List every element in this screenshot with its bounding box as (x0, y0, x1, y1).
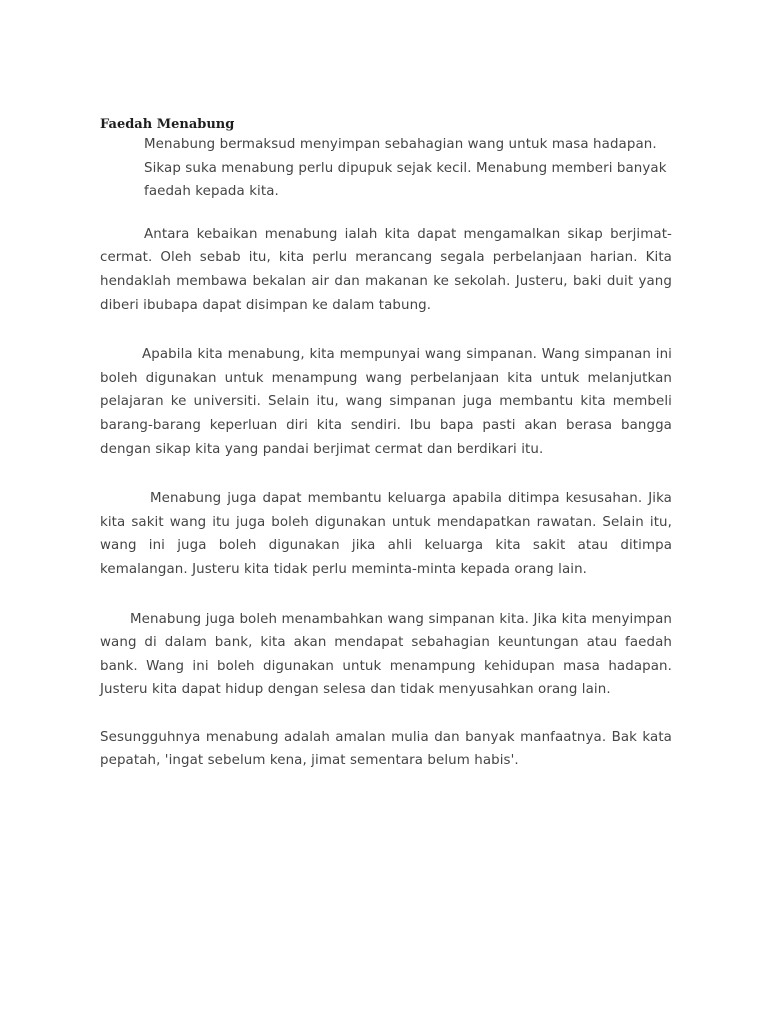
essay-paragraph-3: Apabila kita menabung, kita mempunyai wang simpanan. Wang simpanan ini boleh digunakan untuk menampung wang perbelanjaan kita untuk melanjutkan pelajaran ke universiti. Selain itu, wang simpanan juga membantu kita membeli barang-barang keperluan diri kita sendiri. Ibu bapa pasti akan berasa bangga dengan sikap kita yang pandai berjimat cermat dan berdikari itu. (100, 347, 672, 457)
essay-paragraph-6: Sesungguhnya menabung adalah amalan mulia dan banyak manfaatnya. Bak kata pepatah, 'ingat sebelum kena, jimat sementara belum habis'. (100, 729, 672, 769)
essay-body (100, 116, 672, 773)
essay-paragraph-5: Menabung juga boleh menambahkan wang simpanan kita. Jika kita menyimpan wang di dalam bank, kita akan mendapat sebahagian keuntungan atau faedah bank. Wang ini boleh digunakan untuk menampung kehidupan masa hadapan. Justeru kita dapat hidup dengan selesa dan tidak menyusahkan orang lain. (100, 611, 672, 698)
essay-paragraph-2: Antara kebaikan menabung ialah kita dapat mengamalkan sikap berjimat-cermat. Oleh sebab itu, kita perlu merancang segala perbelanjaan harian. Kita hendaklah membawa bekalan air dan makanan ke sekolah. Justeru, baki duit yang diberi ibubapa dapat disimpan ke dalam tabung. (100, 226, 672, 313)
essay-paragraph-4: Menabung juga dapat membantu keluarga apabila ditimpa kesusahan. Jika kita sakit wang itu juga boleh digunakan untuk mendapatkan rawatan. Selain itu, wang ini juga boleh digunakan jika ahli keluarga kita sakit atau ditimpa kemalangan. Justeru kita tidak perlu meminta-minta kepada orang lain. (100, 491, 672, 577)
essay-paragraph-1: Menabung bermaksud menyimpan sebahagian wang untuk masa hadapan. Sikap suka menabung perlu dipupuk sejak kecil. Menabung memberi banyak faedah kepada kita. (144, 137, 667, 200)
essay-title: Faedah Menabung (100, 117, 235, 132)
